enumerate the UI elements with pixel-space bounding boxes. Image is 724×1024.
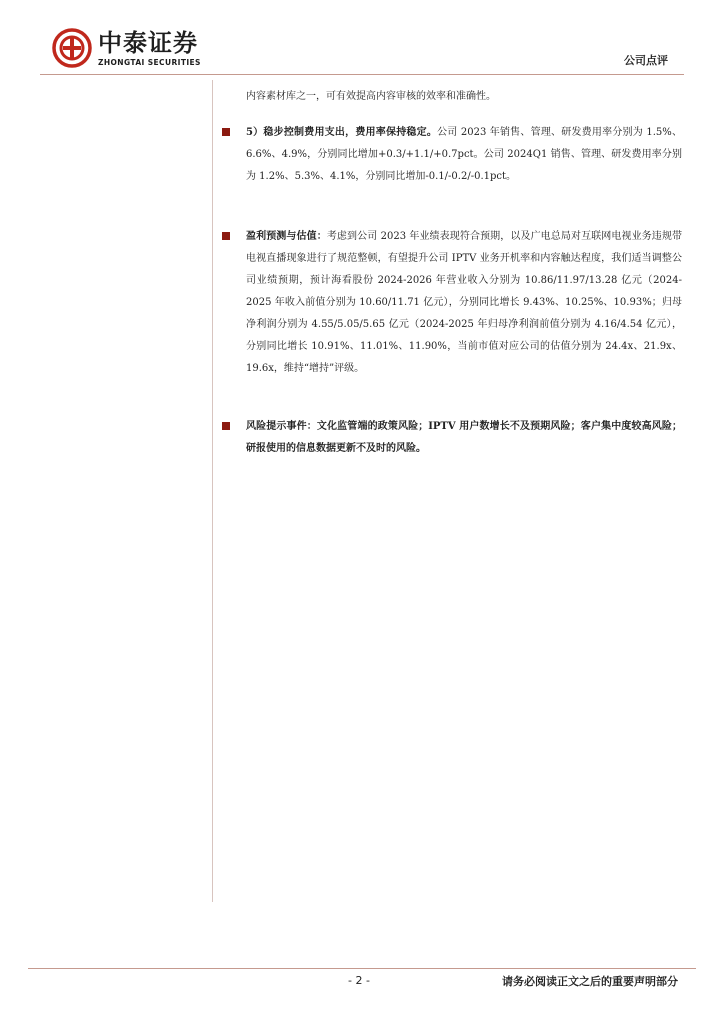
- bullet-body: 考虑到公司 2023 年业绩表现符合预期，以及广电总局对互联网电视业务违规带电视直播现象进行了规范整顿，有望提升公司 IPTV 业务开机率和内容触达程度，我们适当调整公司业绩预期，预计海看股份 2024-2026 年营业收入分别为 10.86/11.97/13.28 亿元（2024-2025 年收入前值分别为 10.60/11.71 亿元），分别同比增长 9.43%、10.25%、10.93%；归母净利润分别为 4.55/5.05/5.65 亿元（2024-2025 年归母净利润前值分别为 4.16/4.54 亿元），分别同比增长 10.91%、11.01%、11.90%，当前市值对应公司的估值分别为 24.4x、21.9x、19.6x，维持“增持”评级。: [246, 231, 683, 374]
- main-content: [222, 86, 682, 460]
- page-header: [0, 0, 724, 80]
- logo-chinese-name: 中泰证券: [98, 29, 198, 57]
- footer-disclaimer: 请务必阅读正文之后的重要声明部分: [502, 975, 678, 988]
- report-type-label: 公司点评: [624, 54, 668, 67]
- bullet-square-icon: [222, 232, 230, 240]
- bullet-forecast-valuation: [222, 226, 682, 380]
- header-divider: [40, 74, 684, 75]
- bullet-title: 5）稳步控制费用支出，费用率保持稳定。: [246, 127, 438, 138]
- bullet-title: 盈利预测与估值：: [246, 231, 327, 242]
- bullet-expense-control: [222, 122, 682, 188]
- bullet-body: 公司 2023 年销售、管理、研发费用率分别为 1.5%、6.6%、4.9%，分别同比增加+0.3/+1.1/+0.7pct。公司 2024Q1 销售、管理、研发费用率分别为 1.2%、5.3%、4.1%，分别同比增加-0.1/-0.2/-0.1pct。: [246, 127, 682, 182]
- bullet-title: 风险提示事件：文化监管端的政策风险；IPTV 用户数增长不及预期风险；客户集中度较高风险；研报使用的信息数据更新不及时的风险。: [246, 421, 682, 454]
- page-number: - 2 -: [348, 974, 370, 987]
- continuation-paragraph: 内容素材库之一，可有效提高内容审核的效率和准确性。: [246, 91, 496, 102]
- company-logo: [52, 28, 212, 70]
- bullet-risk-warning: [222, 416, 682, 460]
- bullet-square-icon: [222, 422, 230, 430]
- sidebar-divider: [212, 80, 213, 902]
- logo-english-name: ZHONGTAI SECURITIES: [98, 58, 201, 67]
- footer-divider: [28, 968, 696, 969]
- zhongtai-logo-icon: [52, 28, 92, 68]
- bullet-square-icon: [222, 128, 230, 136]
